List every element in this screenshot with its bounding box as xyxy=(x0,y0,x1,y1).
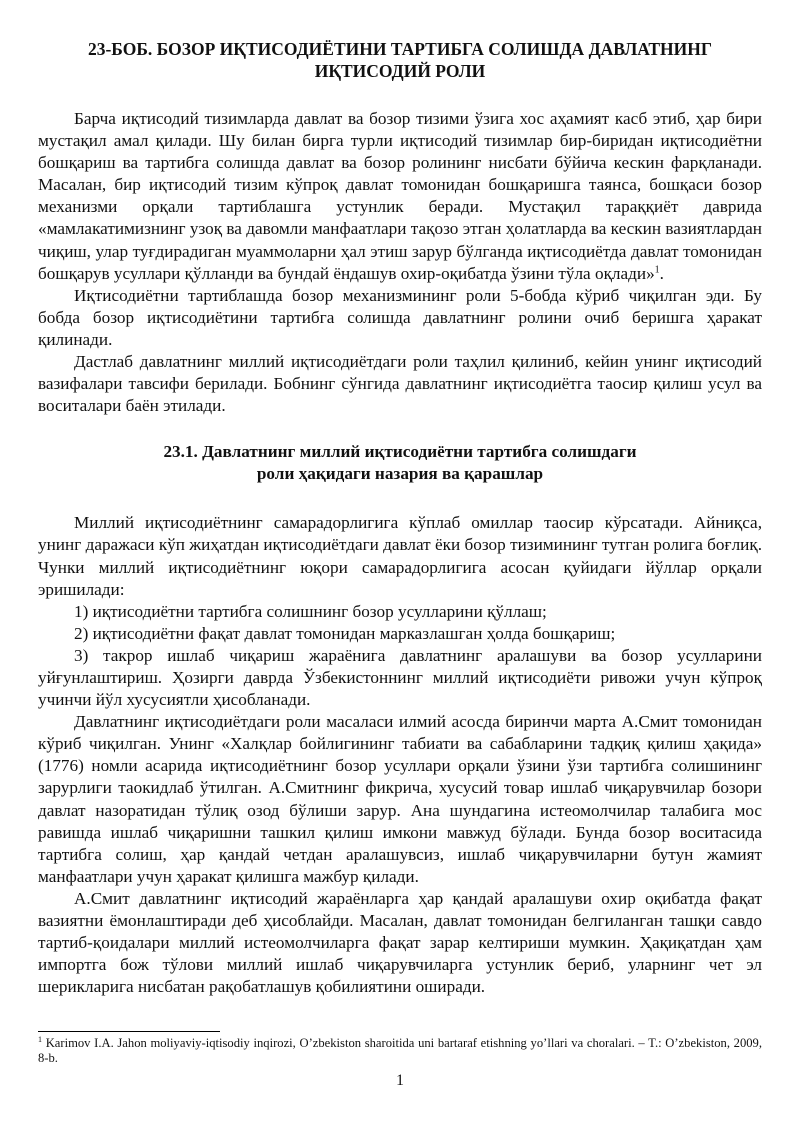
chapter-title-line-1: 23-БОБ. БОЗОР ИҚТИСОДИЁТИНИ ТАРТИБГА СОЛИШДА ДАВЛАТНИНГ xyxy=(87,39,713,59)
footnote-mark: 1 xyxy=(38,1034,42,1044)
footnote-text: Karimov I.A. Jahon moliyaviy-iqtisodiy inqirozi, O’zbekiston sharoitida uni bartaraf etishning yo’llari va choralari. – T.: O’zbekiston, 2009, 8-b. xyxy=(38,1036,762,1065)
page-number: 1 xyxy=(396,1072,404,1089)
intro-paragraph-2: Иқтисодиётни тартиблашда бозор механизмининг роли 5-бобда кўриб чиқилган эди. Бу бобда бозор иқтисодиётини тартибга солишда давлатнинг ролини очиб беришга ҳаракат қилинади. xyxy=(38,285,762,349)
footnote-reference[interactable]: 1 xyxy=(654,263,660,275)
chapter-title-line-2: ИҚТИСОДИЙ РОЛИ xyxy=(314,61,486,81)
intro-paragraph-1: Барча иқтисодий тизимларда давлат ва бозор тизими ўзига хос аҳамият касб этиб, ҳар бири мустақил амал қилади. Шу билан бирга турли иқтисодий тизимлар бир-биридан иқтисодиётни бошқариш ва тартибга солишда давлат ва бозор ролининг нисбати бўйича кескин фарқланади. Масалан, бир иқтисодий тизим кўпроқ давлат томонидан бошқаришга таянса, бошқаси бозор механизми орқали тартиблашга устунлик беради. Мустақил тараққиёт даврида «мамлакатимизнинг узоқ ва давомли манфаатлари тақозо этган ҳолатларда ва кескин вазиятлардан чиқиш, улар туғдирадиган муаммоларни ҳал этиш зарур бўлганда иқтисодиётда давлат томонидан бошқарув усуллари қўлланди ва бундай ёндашув охир-оқибатда ўзини тўла оқлади»$^1$. xyxy=(38,109,762,283)
list-item-2: 2) иқтисодиётни фақат давлат томонидан марказлашган ҳолда бошқариш; xyxy=(74,623,616,643)
intro-paragraph-3: Дастлаб давлатнинг миллий иқтисодиётдаги роли таҳлил қилиниб, кейин унинг иқтисодий вазифалари тавсифи берилади. Бобнинг сўнгида давлатнинг иқтисодиётга таосир қилиш усул ва воситалари баён этилади. xyxy=(38,352,762,416)
chapter-title xyxy=(38,38,762,82)
footnote-divider xyxy=(38,1031,220,1032)
footnote xyxy=(38,1036,762,1066)
list-item-1: 1) иқтисодиётни тартибга солишнинг бозор усулларини қўллаш; xyxy=(74,601,547,621)
section-title-line-2: роли ҳақидаги назария ва қарашлар xyxy=(256,464,544,484)
body-paragraph-1: Миллий иқтисодиётнинг самарадорлигига кўплаб омиллар таосир кўрсатади. Айниқса, унинг даражаси кўп жиҳатдан иқтисодиётдаги давлат ёки бозор тизимининг тутган ролига боғлиқ. Чунки миллий иқтисодиётнинг юқори самарадорлигига асосан қуйидаги йўллар орқали эришилади: xyxy=(38,513,762,599)
body-paragraph-smith: Давлатнинг иқтисодиётдаги роли масаласи илмий асосда биринчи марта А.Смит томонидан кўриб чиқилган. Унинг «Халқлар бойлигининг табиати ва сабабларини тадқиқ қилиш ҳақида» (1776) номли асарида иқтисодиётнинг бозор усуллари орқали ўзини ўзи тартибга солишининг зарурлиги таокидлаб ўтилган. А.Смитнинг фикрича, хусусий товар ишлаб чиқарувчилар бозори давлат назоратидан тўлиқ озод бўлиши зарур. Ана шундагина истеомолчилар талабига мос равишда ишлаб чиқаришни ташкил қилиш имкони мавжуд бўлади. Бунда бозор воситасида тартибга солиш, ҳар қандай четдан аралашувсиз, ишлаб чиқарувчиларни бутун жамият манфаатлари учун ҳаракат қилишга мажбур қилади. xyxy=(38,712,762,886)
list-item-3: 3) такрор ишлаб чиқариш жараёнига давлатнинг аралашуви ва бозор усулларини уйғунлаштириш. Ҳозирги даврда Ўзбекистоннинг миллий иқтисодиёти ривожи учун кўпроқ учинчи йўл хусусиятли ҳисобланади. xyxy=(38,645,762,710)
section-title-line-1: 23.1. Давлатнинг миллий иқтисодиётни тартибга солишдаги xyxy=(163,442,637,462)
body-paragraph-smith-2: А.Смит давлатнинг иқтисодий жараёнларга ҳар қандай аралашуви охир оқибатда фақат вазиятни ёмонлаштиради деб ҳисоблайди. Масалан, давлат томонидан белгиланган ташқи савдо тартиб-қоидалари миллий истеомолчиларга фақат зарар келтириши мумкин. Ҳақиқатдан ҳам импортга бож тўлови миллий ишлаб чиқарувчиларга устунлик бериб, уларнинг чет эл шерикларига нисбатан рақобатлашув қобилиятини оширади. xyxy=(38,888,762,997)
section-title xyxy=(38,441,762,485)
